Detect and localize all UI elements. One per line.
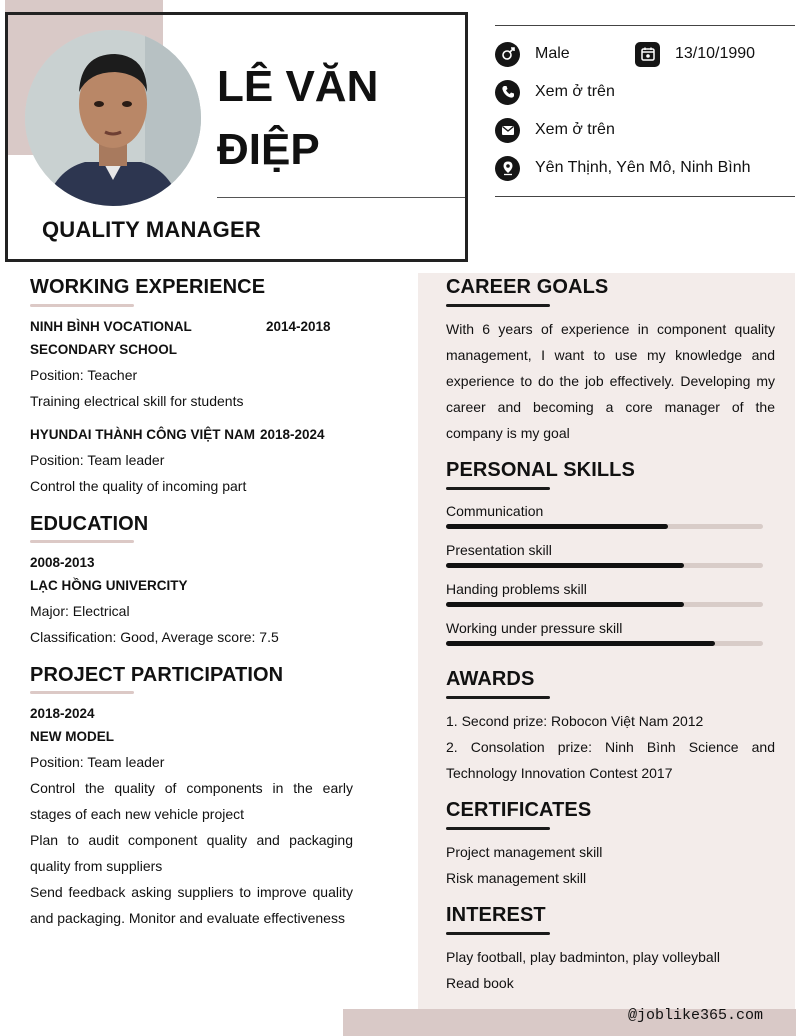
award-item: 2. Consolation prize: Ninh Bình Science and Technology Innovation Contest 2017 xyxy=(446,739,775,781)
email-value: Xem ở trên xyxy=(535,121,615,138)
candidate-name xyxy=(217,55,457,181)
name-line-2: ĐIỆP xyxy=(217,125,320,174)
skill-bar-fill xyxy=(446,563,684,568)
contact-dob xyxy=(635,41,755,67)
project-position: Position: Team leader xyxy=(30,754,165,770)
skill-bar-fill xyxy=(446,524,668,529)
education-classification: Classification: Good, Average score: 7.5 xyxy=(30,629,279,645)
job-title: QUALITY MANAGER xyxy=(42,217,261,242)
watermark: @joblike365.com xyxy=(627,1007,763,1024)
skill-label: Working under pressure skill xyxy=(446,620,623,636)
project-name: NEW MODEL xyxy=(30,729,114,744)
education-school: LẠC HỒNG UNIVERCITY xyxy=(30,578,188,593)
contact-gender xyxy=(495,41,570,67)
contact-phone xyxy=(495,79,615,105)
interest-heading: INTEREST xyxy=(446,904,546,926)
exp2-position: Position: Team leader xyxy=(30,452,165,468)
gender-value: Male xyxy=(535,45,570,62)
exp1-period: 2014-2018 xyxy=(266,319,331,334)
interest-item: Play football, play badminton, play volleyball xyxy=(446,949,720,965)
contact-email xyxy=(495,117,615,143)
address-value: Yên Thịnh, Yên Mô, Ninh Bình xyxy=(535,159,751,176)
email-icon xyxy=(495,118,520,143)
contact-address xyxy=(495,155,751,181)
exp2-description: Control the quality of incoming part xyxy=(30,478,247,494)
certificate-item: Project management skill xyxy=(446,844,603,860)
skill-bar-track xyxy=(446,563,763,568)
skills-heading: PERSONAL SKILLS xyxy=(446,459,635,481)
exp1-position: Position: Teacher xyxy=(30,367,138,383)
career-goals-underline xyxy=(446,304,550,307)
awards-heading: AWARDS xyxy=(446,668,535,690)
calendar-icon xyxy=(635,42,660,67)
exp2-period: 2018-2024 xyxy=(260,427,325,442)
exp1-company-line1: NINH BÌNH VOCATIONAL xyxy=(30,319,192,334)
contact-bottom-divider xyxy=(495,196,795,197)
projects-heading: PROJECT PARTICIPATION xyxy=(30,664,284,686)
certificate-item: Risk management skill xyxy=(446,870,587,886)
skill-label: Communication xyxy=(446,503,544,519)
name-line-1: LÊ VĂN xyxy=(217,62,379,111)
interest-item: Read book xyxy=(446,975,514,991)
project-desc-3: Send feedback asking suppliers to improve quality and packaging. Monitor and evaluate effectiveness xyxy=(30,884,353,926)
skill-bar-track xyxy=(446,602,763,607)
project-desc-2: Plan to audit component quality and packaging quality from suppliers xyxy=(30,832,353,874)
career-goals-text: With 6 years of experience in component quality management, I want to use my knowledge and experience to do the job effectively. Developing my career and becoming a core manager of the company is my goal xyxy=(446,321,775,441)
phone-icon xyxy=(495,80,520,105)
skill-bar-track xyxy=(446,641,763,646)
experience-underline xyxy=(30,304,134,307)
gender-icon xyxy=(495,42,520,67)
contact-top-divider xyxy=(495,25,795,26)
education-underline xyxy=(30,540,134,543)
exp1-description: Training electrical skill for students xyxy=(30,393,244,409)
project-desc-1: Control the quality of components in the early stages of each new vehicle project xyxy=(30,780,353,822)
skill-bar-fill xyxy=(446,641,715,646)
skill-label: Handing problems skill xyxy=(446,581,587,597)
skill-bar-fill xyxy=(446,602,684,607)
project-period: 2018-2024 xyxy=(30,706,95,721)
career-goals-heading: CAREER GOALS xyxy=(446,276,609,298)
education-major: Major: Electrical xyxy=(30,603,130,619)
exp2-company: HYUNDAI THÀNH CÔNG VIỆT NAM xyxy=(30,427,255,442)
phone-value: Xem ở trên xyxy=(535,83,615,100)
skill-bar-track xyxy=(446,524,763,529)
projects-underline xyxy=(30,691,134,694)
education-heading: EDUCATION xyxy=(30,513,149,535)
certificates-heading: CERTIFICATES xyxy=(446,799,592,821)
name-divider xyxy=(217,197,465,198)
award-item: 1. Second prize: Robocon Việt Nam 2012 xyxy=(446,713,704,729)
interest-underline xyxy=(446,932,550,935)
dob-value: 13/10/1990 xyxy=(675,45,756,62)
experience-heading: WORKING EXPERIENCE xyxy=(30,276,266,298)
avatar xyxy=(25,30,201,206)
awards-underline xyxy=(446,696,550,699)
location-pin-icon xyxy=(495,156,520,181)
skills-underline xyxy=(446,487,550,490)
exp1-company-line2: SECONDARY SCHOOL xyxy=(30,342,178,357)
skill-label: Presentation skill xyxy=(446,542,552,558)
education-period: 2008-2013 xyxy=(30,555,95,570)
certificates-underline xyxy=(446,827,550,830)
